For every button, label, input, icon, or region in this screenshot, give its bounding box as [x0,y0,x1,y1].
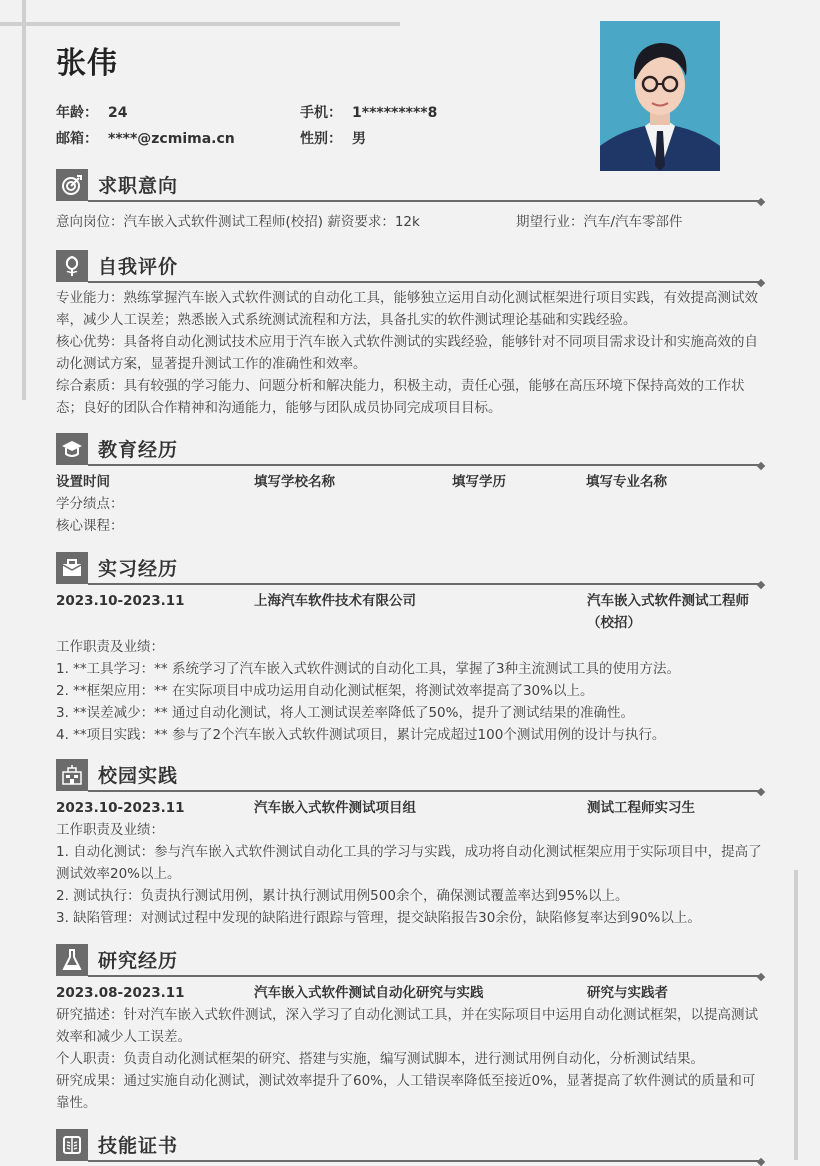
target-icon [56,169,88,201]
section-title: 研究经历 [98,950,179,972]
section-job-intent [56,169,764,233]
divider-diamond [757,198,765,206]
section-self-evaluation [56,250,764,419]
section-divider [88,583,760,585]
decorative-bar-left [22,0,26,400]
duty-label: 工作职责及业绩： [56,822,164,838]
duty-item: 1. 自动化测试：参与汽车嵌入式软件测试自动化工具的学习与实践，成功将自动化测试框架应用于实际项目中，提高了测试效率20%以上。 [56,844,762,882]
campus-role: 测试工程师实习生 [587,800,695,816]
section-divider [88,790,760,792]
section-divider [88,464,760,466]
divider-diamond [757,788,765,796]
campus-org: 汽车嵌入式软件测试项目组 [254,800,416,816]
book-icon [56,1129,88,1161]
education-degree: 填写学历 [452,474,506,490]
section-title: 技能证书 [98,1135,179,1157]
divider-diamond [757,462,765,470]
gender-field: 性别： 男 [300,131,366,147]
section-education [56,433,764,537]
phone-field: 手机： 1*********8 [300,105,438,121]
courses-label: 核心课程： [56,518,124,534]
research-paragraph: 研究描述：针对汽车嵌入式软件测试，深入学习了自动化测试工具，并在实际项目中运用自动化测试框架，以提高测试效率和减少人工误差。 [56,1007,758,1045]
duty-label: 工作职责及业绩： [56,639,164,655]
section-campus-practice [56,759,764,929]
duty-item: 2. 测试执行：负责执行测试用例，累计执行测试用例500余个，确保测试覆盖率达到95%以上。 [56,888,629,904]
profile-photo [600,21,720,171]
section-header [56,169,764,201]
internship-row [56,590,764,634]
research-paragraph: 研究成果：通过实施自动化测试，测试效率提升了60%，人工错误率降低至接近0%，显著提高了软件测试的质量和可靠性。 [56,1073,756,1111]
duty-item: 1. **工具学习：** 系统学习了汽车嵌入式软件测试的自动化工具，掌握了3种主流测试工具的使用方法。 [56,661,681,677]
section-divider [88,975,760,977]
self-eval-paragraph: 核心优势：具备将自动化测试技术应用于汽车嵌入式软件测试的实践经验，能够针对不同项目需求设计和实施高效的自动化测试方案，显著提升测试工作的准确性和效率。 [56,334,758,372]
divider-diamond [757,279,765,287]
flask-icon [56,944,88,976]
divider-diamond [757,1158,765,1166]
education-time: 设置时间 [56,474,110,490]
internship-company: 上海汽车软件技术有限公司 [254,593,416,609]
section-research [56,944,764,1114]
school-building-icon [56,759,88,791]
age-field: 年龄： 24 [56,105,128,121]
graduation-cap-icon [56,433,88,465]
research-topic: 汽车嵌入式软件测试自动化研究与实践 [254,985,484,1001]
section-divider [88,200,760,202]
internship-role: 汽车嵌入式软件测试工程师（校招） [587,593,749,631]
research-role: 研究与实践者 [587,985,668,1001]
education-school: 填写学校名称 [254,474,335,490]
divider-diamond [757,973,765,981]
duty-item: 4. **项目实践：** 参与了2个汽车嵌入式软件测试项目，累计完成超过100个测试用例的设计与执行。 [56,727,666,743]
email-field: 邮箱： ****@zcmima.cn [56,131,235,147]
section-title: 教育经历 [98,439,179,461]
internship-time: 2023.10-2023.11 [56,593,185,609]
research-paragraph: 个人职责：负责自动化测试框架的研究、搭建与实施，编写测试脚本，进行测试用例自动化，分析测试结果。 [56,1051,704,1067]
candidate-name: 张伟 [56,46,118,81]
campus-row [56,797,764,819]
briefcase-icon [56,552,88,584]
decorative-bar-right [794,870,798,1160]
section-title: 自我评价 [98,256,179,278]
education-major: 填写专业名称 [586,474,667,490]
duty-item: 3. 缺陷管理：对测试过程中发现的缺陷进行跟踪与管理，提交缺陷报告30余份，缺陷修复率达到90%以上。 [56,910,701,926]
intended-position: 意向岗位：汽车嵌入式软件测试工程师(校招) 薪资要求：12k [56,214,420,230]
self-eval-paragraph: 专业能力：熟练掌握汽车嵌入式软件测试的自动化工具，能够独立运用自动化测试框架进行项目实践，有效提高测试效率，减少人工误差；熟悉嵌入式系统测试流程和方法，具备扎实的软件测试理论基础和实践经验。 [56,290,758,328]
self-eval-paragraph: 综合素质：具有较强的学习能力、问题分析和解决能力，积极主动，责任心强，能够在高压环境下保持高效的工作状态；良好的团队合作精神和沟通能力，能够与团队成员协同完成项目目标。 [56,378,745,416]
section-divider [88,1160,760,1162]
section-title: 求职意向 [98,175,179,197]
section-internship [56,552,764,746]
section-title: 实习经历 [98,558,179,580]
campus-time: 2023.10-2023.11 [56,800,185,816]
gpa-label: 学分绩点： [56,496,124,512]
education-row [56,471,764,493]
research-time: 2023.08-2023.11 [56,985,185,1001]
duty-item: 3. **误差减少：** 通过自动化测试，将人工测试误差率降低了50%，提升了测试结果的准确性。 [56,705,634,721]
duty-item: 2. **框架应用：** 在实际项目中成功运用自动化测试框架，将测试效率提高了30%以上。 [56,683,594,699]
section-title: 校园实践 [98,765,179,787]
decorative-bar-top [0,22,400,26]
flower-icon [56,250,88,282]
research-row [56,982,764,1004]
divider-diamond [757,581,765,589]
section-skills [56,1129,764,1161]
section-divider [88,281,760,283]
expected-industry: 期望行业：汽车/汽车零部件 [516,214,683,230]
